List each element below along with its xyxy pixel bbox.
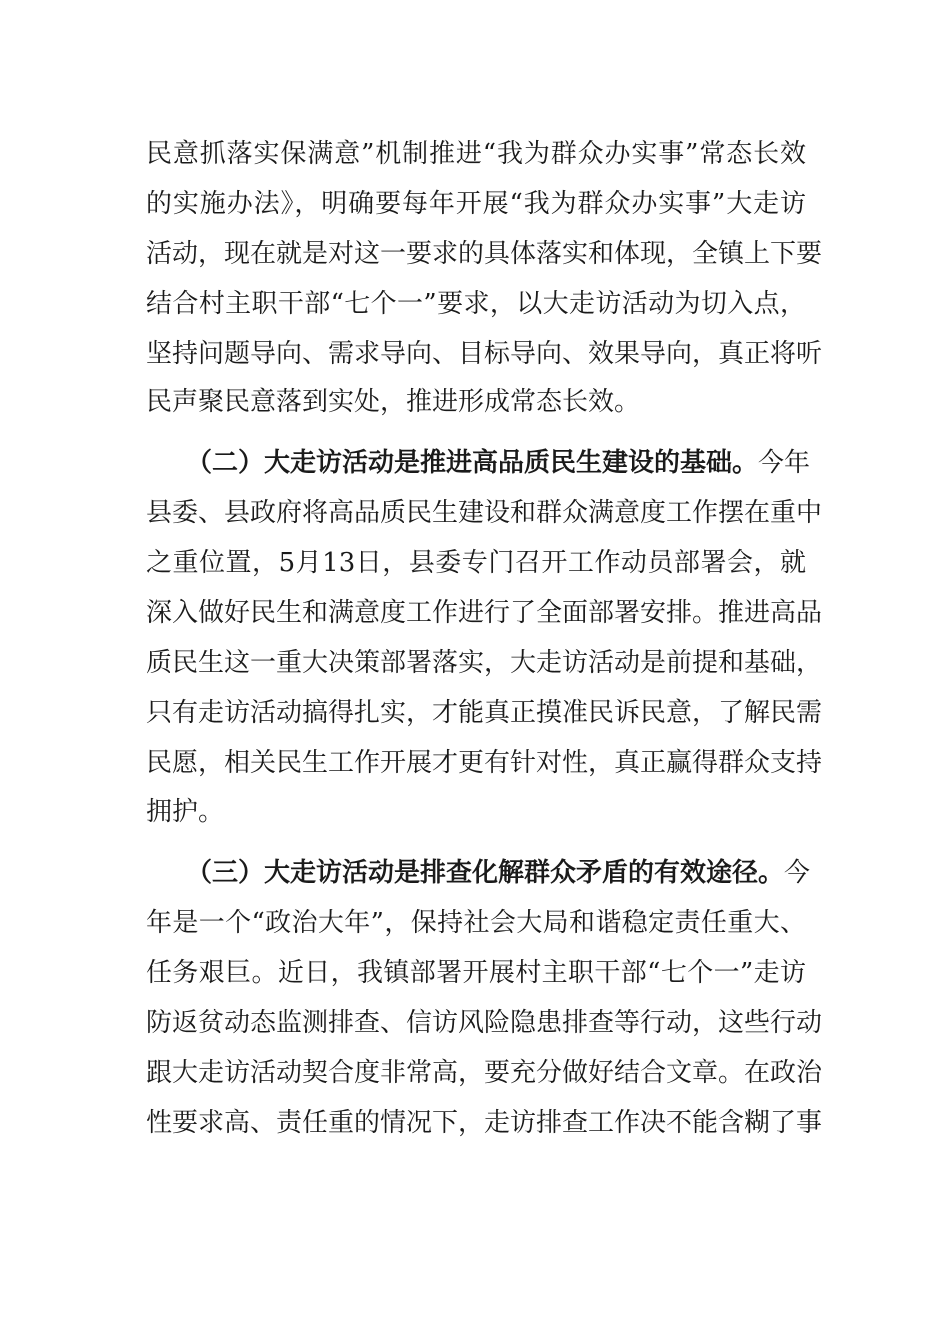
paragraph-line: 民意抓落实保满意”机制推进“我为群众办实事”常态长效 — [146, 139, 806, 169]
paragraph-line: 拥护。 — [146, 797, 225, 827]
paragraph-line: 性要求高、责任重的情况下，走访排查工作决不能含糊了事 — [146, 1108, 823, 1138]
paragraph-line: 结合村主职干部“七个一”要求，以大走访活动为切入点， — [146, 289, 806, 319]
section-heading-line — [186, 446, 811, 480]
paragraph-line: 质民生这一重大决策部署落实，大走访活动是前提和基础， — [146, 648, 823, 678]
section-heading-line — [186, 856, 811, 890]
paragraph-line: 跟大走访活动契合度非常高，要充分做好结合文章。在政治 — [146, 1058, 823, 1088]
paragraph-line: 之重位置，5月13日，县委专门召开工作动员部署会，就 — [146, 548, 806, 578]
paragraph-line: 的实施办法》，明确要每年开展“我为群众办实事”大走访 — [146, 189, 806, 219]
paragraph-line: 任务艰巨。近日，我镇部署开展村主职干部“七个一”走访 — [146, 958, 806, 988]
paragraph-line: 民愿，相关民生工作开展才更有针对性，真正赢得群众支持 — [146, 748, 823, 778]
paragraph-line: 年是一个“政治大年”，保持社会大局和谐稳定责任重大、 — [146, 908, 806, 938]
paragraph-line: 防返贫动态监测排查、信访风险隐患排查等行动，这些行动 — [146, 1008, 823, 1038]
paragraph-text: 今年 — [758, 448, 811, 478]
paragraph-line: 只有走访活动搞得扎实，才能真正摸准民诉民意，了解民需 — [146, 698, 823, 728]
paragraph-line: 坚持问题导向、需求导向、目标导向、效果导向，真正将听 — [146, 339, 823, 369]
paragraph-line: 深入做好民生和满意度工作进行了全面部署安排。推进高品 — [146, 598, 823, 628]
paragraph-line: 县委、县政府将高品质民生建设和群众满意度工作摆在重中 — [146, 498, 823, 528]
paragraph-line: 活动，现在就是对这一要求的具体落实和体现，全镇上下要 — [146, 239, 823, 269]
paragraph-line: 民声聚民意落到实处，推进形成常态长效。 — [146, 387, 641, 417]
section-heading: （二）大走访活动是推进高品质民生建设的基础。 — [186, 448, 759, 478]
section-heading: （三）大走访活动是排查化解群众矛盾的有效途径。 — [186, 858, 785, 888]
paragraph-text: 今 — [784, 858, 811, 888]
